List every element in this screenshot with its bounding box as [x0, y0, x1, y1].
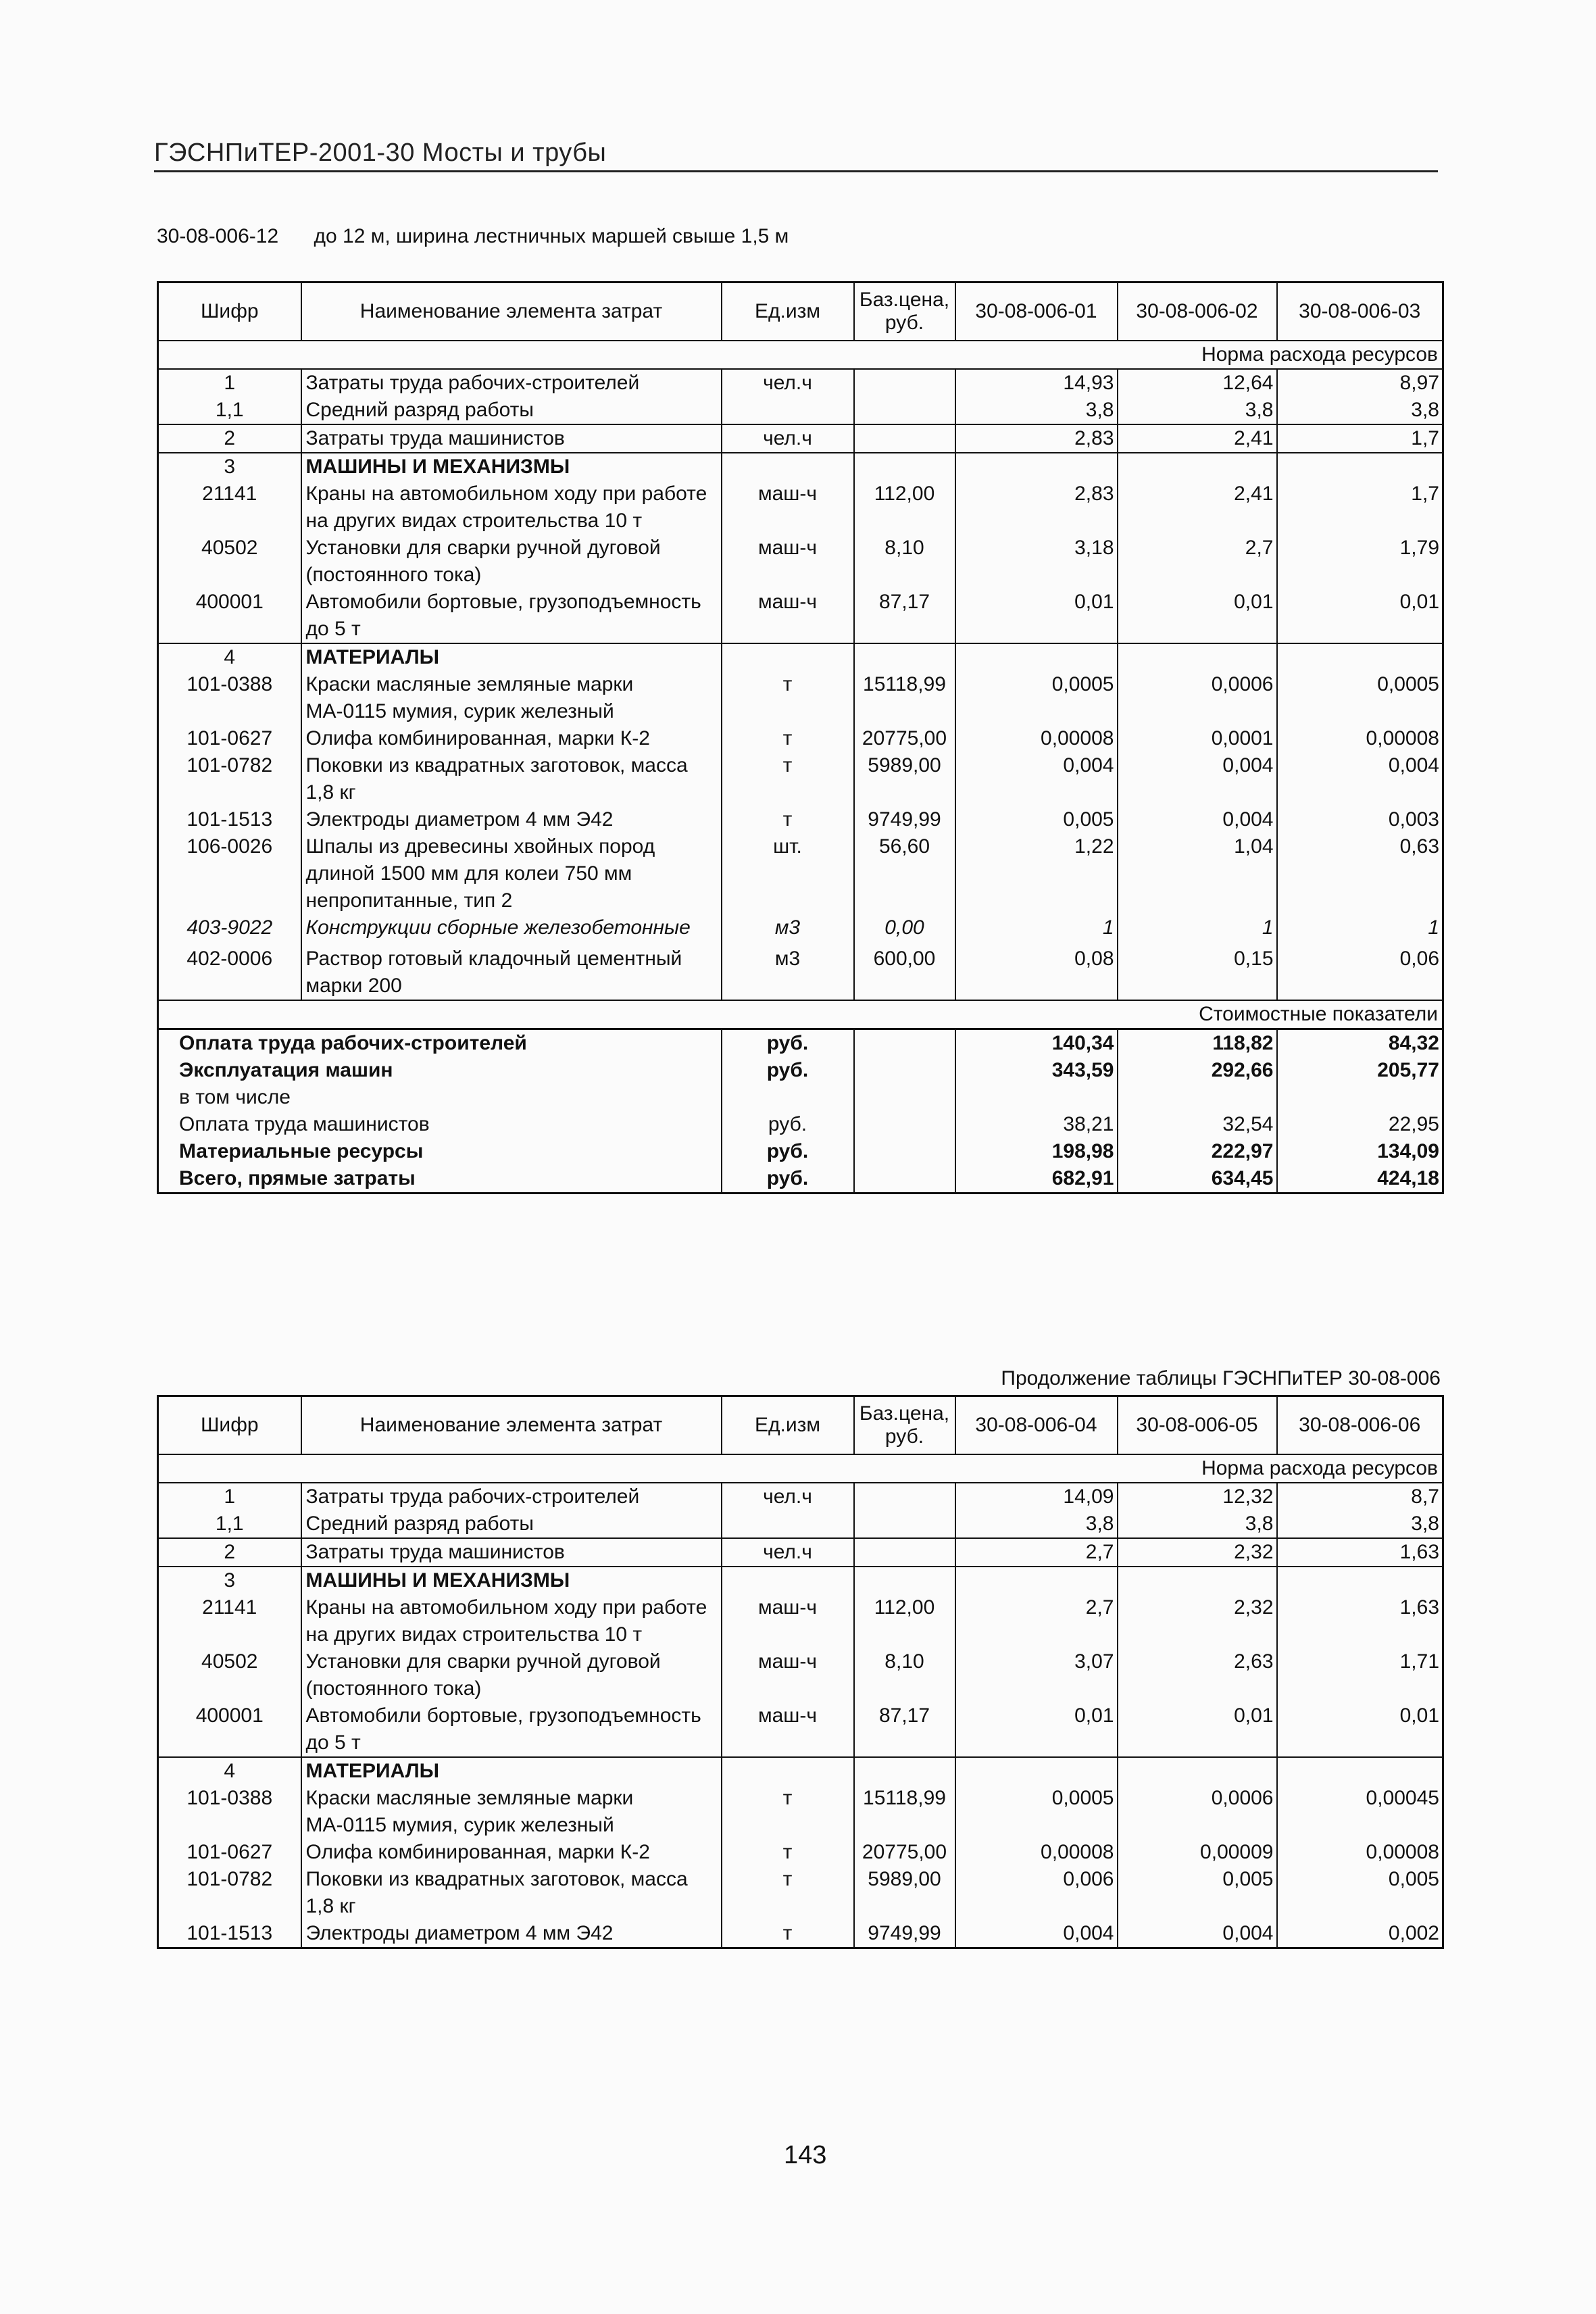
row-value-3: 1,63 — [1277, 1594, 1443, 1648]
row-unit: т — [722, 1839, 854, 1866]
row-value-3 — [1277, 1567, 1443, 1594]
row-value-3: 1,7 — [1277, 481, 1443, 535]
row-value-2: 0,0001 — [1118, 725, 1277, 752]
row-value-3: 1,79 — [1277, 535, 1443, 589]
row-value-2: 0,01 — [1118, 589, 1277, 643]
row-code: 1,1 — [215, 1512, 244, 1535]
row-value-2: 0,0006 — [1118, 1785, 1277, 1839]
row-value-3: 3,8 — [1277, 1510, 1443, 1538]
row-value-2 — [1118, 643, 1277, 671]
row-value-1: 2,83 — [955, 424, 1118, 453]
row-name: Краны на автомобильном ходу при работе на других видах строительства 10 т — [301, 481, 722, 535]
row-price: 112,00 — [854, 481, 955, 535]
row-price: 112,00 — [854, 1594, 955, 1648]
subtitle-code: 30-08-006-12 — [157, 225, 279, 247]
row-value-2: 3,8 — [1118, 397, 1277, 424]
row-price: 600,00 — [854, 941, 955, 1000]
row-name: Поковки из квадратных заготовок, масса 1,8 кг — [301, 1866, 722, 1920]
table-row — [158, 833, 1443, 914]
row-value-2: 0,004 — [1118, 1920, 1277, 1948]
row-value-3 — [1277, 453, 1443, 481]
table-1-body — [158, 341, 1443, 1193]
row-code: 400001 — [195, 591, 264, 613]
row-value-3 — [1277, 1757, 1443, 1785]
row-name: Установки для сварки ручной дуговой (постоянного тока) — [301, 535, 722, 589]
cost-row — [158, 1111, 1443, 1138]
page-number: 143 — [784, 2141, 827, 2169]
row-value-2: 0,00009 — [1118, 1839, 1277, 1866]
row-unit: м3 — [722, 941, 854, 1000]
cost-label: Эксплуатация машин — [179, 1059, 393, 1081]
table-row — [158, 752, 1443, 806]
cost-label-row — [158, 1000, 1443, 1029]
row-value-2: 2,41 — [1118, 481, 1277, 535]
cost-value-2: 32,54 — [1118, 1111, 1277, 1138]
row-name: Затраты труда рабочих-строителей — [301, 1483, 722, 1510]
row-value-1: 0,004 — [955, 752, 1118, 806]
row-name: МАТЕРИАЛЫ — [301, 1757, 722, 1785]
row-price — [854, 397, 955, 424]
row-value-1: 3,18 — [955, 535, 1118, 589]
row-value-3: 0,01 — [1277, 1702, 1443, 1757]
row-unit: чел.ч — [722, 1538, 854, 1567]
row-value-3: 1,63 — [1277, 1538, 1443, 1567]
col-header-code-5: 30-08-006-05 — [1118, 1396, 1277, 1455]
row-unit: т — [722, 806, 854, 833]
cost-value-3: 424,18 — [1277, 1165, 1443, 1193]
row-value-2 — [1118, 1757, 1277, 1785]
row-code: 106-0026 — [186, 835, 273, 858]
row-value-1: 0,005 — [955, 806, 1118, 833]
row-price — [854, 1567, 955, 1594]
cost-unit — [722, 1084, 854, 1111]
cost-value-2 — [1118, 1084, 1277, 1111]
row-code: 2 — [158, 1538, 301, 1567]
norm-label-row — [158, 1454, 1443, 1483]
cost-value-3: 134,09 — [1277, 1138, 1443, 1165]
row-value-3: 0,0005 — [1277, 671, 1443, 725]
col-header-code-6: 30-08-006-06 — [1277, 1396, 1443, 1455]
cost-value-2: 222,97 — [1118, 1138, 1277, 1165]
row-unit: чел.ч — [722, 1483, 854, 1510]
cost-label: Оплата труда рабочих-строителей — [158, 1029, 722, 1058]
row-value-1: 0,0005 — [955, 671, 1118, 725]
cost-label-row-cell: Стоимостные показатели — [158, 1000, 1443, 1029]
row-value-2: 2,7 — [1118, 535, 1277, 589]
row-name: Электроды диаметром 4 мм Э42 — [301, 1920, 722, 1948]
row-code: 400001 — [195, 1704, 264, 1727]
row-value-2: 0,005 — [1118, 1866, 1277, 1920]
cost-label: Материальные ресурсы — [179, 1140, 424, 1162]
col-header-price: Баз.цена, руб. — [854, 1396, 955, 1455]
cost-unit: руб. — [722, 1138, 854, 1165]
table-row — [158, 725, 1443, 752]
cost-value-2: 634,45 — [1118, 1165, 1277, 1193]
table-row — [158, 671, 1443, 725]
row-name: Затраты труда машинистов — [301, 1538, 722, 1567]
col-header-code-1: 30-08-006-01 — [955, 282, 1118, 341]
table-row — [158, 1785, 1443, 1839]
row-name: Автомобили бортовые, грузоподъемность до 5 т — [301, 1702, 722, 1757]
continuation-caption: Продолжение таблицы ГЭСНПиТЕР 30-08-006 — [1001, 1367, 1441, 1389]
row-value-3: 0,005 — [1277, 1866, 1443, 1920]
row-value-3: 0,63 — [1277, 833, 1443, 914]
row-value-2: 2,63 — [1118, 1648, 1277, 1702]
row-value-3: 0,00008 — [1277, 725, 1443, 752]
row-value-3: 0,01 — [1277, 589, 1443, 643]
row-price: 87,17 — [854, 1702, 955, 1757]
row-code: 402-0006 — [186, 947, 273, 970]
row-unit: т — [722, 725, 854, 752]
col-header-code-3: 30-08-006-03 — [1277, 282, 1443, 341]
row-code: 4 — [158, 643, 301, 671]
row-name: Краски масляные земляные марки МА-0115 мумия, сурик железный — [301, 671, 722, 725]
cost-row — [158, 1029, 1443, 1058]
row-name: Затраты труда рабочих-строителей — [301, 369, 722, 397]
table-row — [158, 1648, 1443, 1702]
row-code: 101-1513 — [186, 1922, 273, 1944]
row-value-1 — [955, 643, 1118, 671]
row-value-2: 2,41 — [1118, 424, 1277, 453]
table-row — [158, 1920, 1443, 1948]
row-value-3: 0,004 — [1277, 752, 1443, 806]
col-header-unit: Ед.изм — [722, 282, 854, 341]
row-value-2: 0,004 — [1118, 752, 1277, 806]
row-name: Электроды диаметром 4 мм Э42 — [301, 806, 722, 833]
cost-price-empty — [854, 1111, 955, 1138]
row-price — [854, 1538, 955, 1567]
row-name: Средний разряд работы — [301, 1510, 722, 1538]
row-unit: маш-ч — [722, 535, 854, 589]
row-value-1: 0,006 — [955, 1866, 1118, 1920]
row-price: 0,00 — [854, 914, 955, 941]
norm-label-row-cell: Норма расхода ресурсов — [158, 1454, 1443, 1483]
norm-label-row — [158, 341, 1443, 369]
row-name: Автомобили бортовые, грузоподъемность до 5 т — [301, 589, 722, 643]
row-unit: маш-ч — [722, 1648, 854, 1702]
cost-value-1: 140,34 — [955, 1029, 1118, 1058]
cost-price-empty — [854, 1165, 955, 1193]
row-unit: т — [722, 752, 854, 806]
row-name: Олифа комбинированная, марки К-2 — [301, 725, 722, 752]
row-price: 9749,99 — [854, 1920, 955, 1948]
row-value-3: 0,00008 — [1277, 1839, 1443, 1866]
table-row — [158, 941, 1443, 1000]
row-value-3: 8,7 — [1277, 1483, 1443, 1510]
row-name: Олифа комбинированная, марки К-2 — [301, 1839, 722, 1866]
row-price: 5989,00 — [854, 752, 955, 806]
row-value-1: 0,004 — [955, 1920, 1118, 1948]
resource-table-1 — [157, 281, 1444, 1194]
row-price: 8,10 — [854, 535, 955, 589]
row-price: 87,17 — [854, 589, 955, 643]
row-value-2: 0,004 — [1118, 806, 1277, 833]
col-header-price: Баз.цена, руб. — [854, 282, 955, 341]
table-row — [158, 806, 1443, 833]
cost-value-2: 292,66 — [1118, 1057, 1277, 1084]
table-row — [158, 1594, 1443, 1648]
row-price — [854, 453, 955, 481]
document-header: ГЭСНПиТЕР-2001-30 Мосты и трубы — [154, 139, 1438, 172]
cost-unit: руб. — [722, 1057, 854, 1084]
row-value-1 — [955, 1757, 1118, 1785]
cost-row — [158, 1138, 1443, 1165]
cost-value-1: 38,21 — [955, 1111, 1118, 1138]
table-row — [158, 1839, 1443, 1866]
row-value-1: 14,09 — [955, 1483, 1118, 1510]
cost-price-empty — [854, 1084, 955, 1111]
row-value-1: 0,00008 — [955, 1839, 1118, 1866]
table-row — [158, 1866, 1443, 1920]
row-price: 15118,99 — [854, 1785, 955, 1839]
row-unit — [722, 1567, 854, 1594]
table-row — [158, 397, 1443, 424]
row-value-1: 2,7 — [955, 1594, 1118, 1648]
row-code: 101-0627 — [186, 727, 273, 749]
col-header-code: Шифр — [158, 1396, 301, 1455]
row-code: 101-0782 — [186, 754, 273, 777]
row-price: 20775,00 — [854, 1839, 955, 1866]
row-value-3: 1 — [1277, 914, 1443, 941]
cost-value-3: 22,95 — [1277, 1111, 1443, 1138]
row-value-3 — [1277, 643, 1443, 671]
table-row — [158, 453, 1443, 481]
row-code: 40502 — [201, 1650, 258, 1673]
table-row — [158, 1702, 1443, 1757]
row-value-3: 0,00045 — [1277, 1785, 1443, 1839]
row-unit: чел.ч — [722, 369, 854, 397]
row-unit: т — [722, 1920, 854, 1948]
row-value-1: 0,01 — [955, 589, 1118, 643]
table-row — [158, 1538, 1443, 1567]
row-name: Затраты труда машинистов — [301, 424, 722, 453]
row-unit: т — [722, 1866, 854, 1920]
row-name: Установки для сварки ручной дуговой (постоянного тока) — [301, 1648, 722, 1702]
row-code: 101-0782 — [186, 1868, 273, 1890]
row-name: МАШИНЫ И МЕХАНИЗМЫ — [301, 1567, 722, 1594]
col-header-code: Шифр — [158, 282, 301, 341]
row-value-3: 8,97 — [1277, 369, 1443, 397]
row-value-3: 0,003 — [1277, 806, 1443, 833]
row-unit: маш-ч — [722, 589, 854, 643]
row-value-1: 0,00008 — [955, 725, 1118, 752]
row-price — [854, 1510, 955, 1538]
row-price — [854, 643, 955, 671]
row-code: 101-0388 — [186, 673, 273, 695]
table-row — [158, 424, 1443, 453]
cost-value-3 — [1277, 1084, 1443, 1111]
row-value-1: 3,8 — [955, 1510, 1118, 1538]
row-unit: шт. — [722, 833, 854, 914]
row-value-2: 2,32 — [1118, 1594, 1277, 1648]
row-price: 56,60 — [854, 833, 955, 914]
cost-value-1 — [955, 1084, 1118, 1111]
table-row — [158, 481, 1443, 535]
table-row — [158, 369, 1443, 397]
row-price: 5989,00 — [854, 1866, 955, 1920]
row-code: 101-0627 — [186, 1841, 273, 1863]
row-name: МАШИНЫ И МЕХАНИЗМЫ — [301, 453, 722, 481]
row-price: 20775,00 — [854, 725, 955, 752]
row-value-2: 1 — [1118, 914, 1277, 941]
row-value-2: 0,0006 — [1118, 671, 1277, 725]
cost-label: Всего, прямые затраты — [179, 1167, 416, 1189]
cost-label: в том числе — [179, 1086, 291, 1108]
table-row — [158, 1757, 1443, 1785]
row-value-3: 3,8 — [1277, 397, 1443, 424]
row-name: Поковки из квадратных заготовок, масса 1,8 кг — [301, 752, 722, 806]
row-price — [854, 424, 955, 453]
row-code: 2 — [158, 424, 301, 453]
row-unit: т — [722, 671, 854, 725]
cost-value-1: 343,59 — [955, 1057, 1118, 1084]
row-code: 3 — [158, 1567, 301, 1594]
col-header-code-4: 30-08-006-04 — [955, 1396, 1118, 1455]
table-row — [158, 1483, 1443, 1510]
row-code: 403-9022 — [186, 916, 273, 939]
col-header-name: Наименование элемента затрат — [301, 282, 722, 341]
cost-value-3: 205,77 — [1277, 1057, 1443, 1084]
row-unit: т — [722, 1785, 854, 1839]
row-value-2: 2,32 — [1118, 1538, 1277, 1567]
row-value-1: 0,01 — [955, 1702, 1118, 1757]
cost-value-1: 198,98 — [955, 1138, 1118, 1165]
row-value-1: 3,07 — [955, 1648, 1118, 1702]
row-value-3: 1,71 — [1277, 1648, 1443, 1702]
row-code: 1,1 — [215, 399, 244, 421]
table-row — [158, 535, 1443, 589]
table-2-body — [158, 1454, 1443, 1948]
cost-value-2: 118,82 — [1118, 1029, 1277, 1058]
row-price — [854, 1483, 955, 1510]
row-value-2 — [1118, 453, 1277, 481]
row-price: 8,10 — [854, 1648, 955, 1702]
norm-label-row-cell: Норма расхода ресурсов — [158, 341, 1443, 369]
row-value-2: 12,64 — [1118, 369, 1277, 397]
row-unit — [722, 643, 854, 671]
row-unit: маш-ч — [722, 1702, 854, 1757]
table-row — [158, 589, 1443, 643]
row-price: 15118,99 — [854, 671, 955, 725]
cost-row — [158, 1084, 1443, 1111]
row-value-2: 0,01 — [1118, 1702, 1277, 1757]
row-code: 40502 — [201, 537, 258, 559]
cost-value-1: 682,91 — [955, 1165, 1118, 1193]
row-value-3: 0,002 — [1277, 1920, 1443, 1948]
row-name: Конструкции сборные железобетонные — [301, 914, 722, 941]
table-row — [158, 914, 1443, 941]
row-value-1: 14,93 — [955, 369, 1118, 397]
col-header-name: Наименование элемента затрат — [301, 1396, 722, 1455]
row-price: 9749,99 — [854, 806, 955, 833]
row-unit: чел.ч — [722, 424, 854, 453]
cost-label: Оплата труда машинистов — [179, 1113, 430, 1135]
row-unit: маш-ч — [722, 1594, 854, 1648]
row-unit — [722, 453, 854, 481]
row-unit: м3 — [722, 914, 854, 941]
row-code: 3 — [158, 453, 301, 481]
row-price — [854, 1757, 955, 1785]
subtitle-text: до 12 м, ширина лестничных маршей свыше 1,5 м — [314, 225, 789, 247]
row-name: МАТЕРИАЛЫ — [301, 643, 722, 671]
row-price — [854, 369, 955, 397]
row-value-1: 2,83 — [955, 481, 1118, 535]
row-value-2: 1,04 — [1118, 833, 1277, 914]
row-value-1: 0,0005 — [955, 1785, 1118, 1839]
row-value-1: 1,22 — [955, 833, 1118, 914]
row-name: Раствор готовый кладочный цементный марки 200 — [301, 941, 722, 1000]
col-header-code-2: 30-08-006-02 — [1118, 282, 1277, 341]
row-value-3: 1,7 — [1277, 424, 1443, 453]
row-value-1 — [955, 453, 1118, 481]
row-code: 21141 — [202, 483, 257, 505]
cost-unit: руб. — [722, 1165, 854, 1193]
row-code: 21141 — [202, 1596, 257, 1619]
table-row — [158, 1567, 1443, 1594]
row-code: 101-0388 — [186, 1787, 273, 1809]
row-name: Краны на автомобильном ходу при работе на других видах строительства 10 т — [301, 1594, 722, 1648]
row-unit — [722, 1757, 854, 1785]
row-unit — [722, 1510, 854, 1538]
row-name: Средний разряд работы — [301, 397, 722, 424]
cost-price-empty — [854, 1029, 955, 1058]
row-code: 101-1513 — [186, 808, 273, 831]
table-row — [158, 643, 1443, 671]
row-value-2: 3,8 — [1118, 1510, 1277, 1538]
row-value-1 — [955, 1567, 1118, 1594]
cost-unit: руб. — [722, 1029, 854, 1058]
row-value-1: 0,08 — [955, 941, 1118, 1000]
row-unit: маш-ч — [722, 481, 854, 535]
row-value-2: 12,32 — [1118, 1483, 1277, 1510]
row-code: 4 — [158, 1757, 301, 1785]
cost-row — [158, 1165, 1443, 1193]
cost-value-3: 84,32 — [1277, 1029, 1443, 1058]
row-value-1: 1 — [955, 914, 1118, 941]
row-value-2 — [1118, 1567, 1277, 1594]
col-header-unit: Ед.изм — [722, 1396, 854, 1455]
section-subtitle — [157, 225, 789, 248]
row-value-1: 3,8 — [955, 397, 1118, 424]
row-value-1: 2,7 — [955, 1538, 1118, 1567]
row-code: 1 — [224, 372, 236, 394]
row-value-2: 0,15 — [1118, 941, 1277, 1000]
cost-row — [158, 1057, 1443, 1084]
row-name: Краски масляные земляные марки МА-0115 мумия, сурик железный — [301, 1785, 722, 1839]
cost-price-empty — [854, 1057, 955, 1084]
row-code: 1 — [224, 1485, 236, 1508]
resource-table-2 — [157, 1395, 1444, 1949]
row-value-3: 0,06 — [1277, 941, 1443, 1000]
row-unit — [722, 397, 854, 424]
row-name: Шпалы из древесины хвойных пород длиной 1500 мм для колеи 750 мм непропитанные, тип 2 — [301, 833, 722, 914]
table-row — [158, 1510, 1443, 1538]
cost-unit: руб. — [722, 1111, 854, 1138]
cost-price-empty — [854, 1138, 955, 1165]
